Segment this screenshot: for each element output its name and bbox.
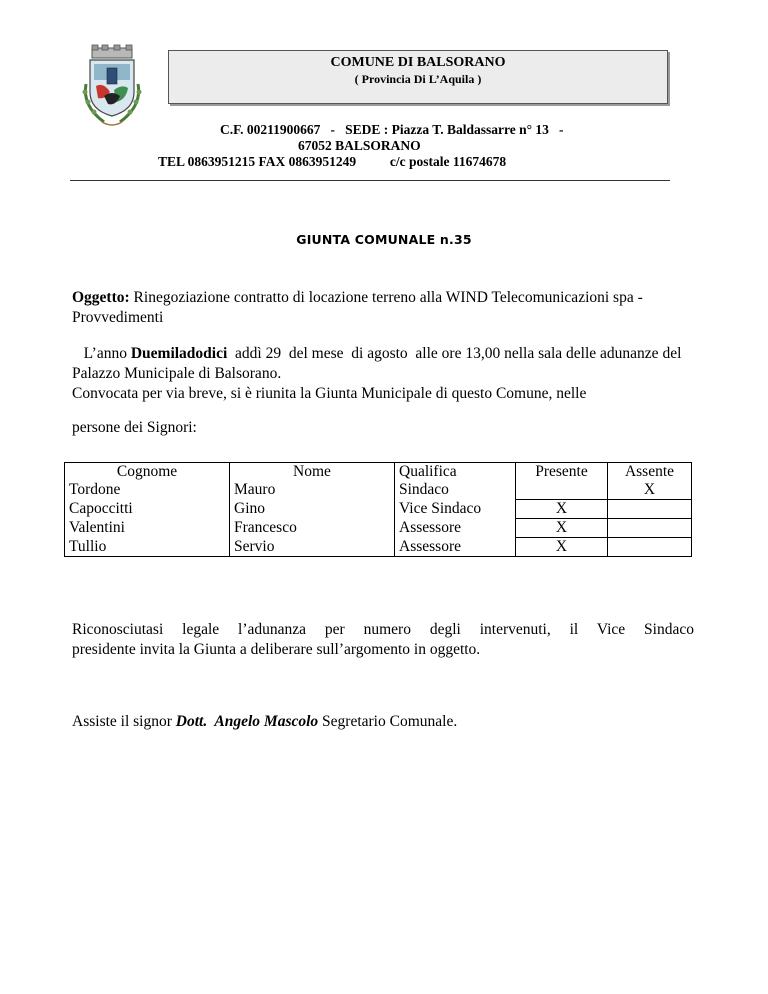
oggetto-text: Rinegoziazione contratto di locazione terreno alla WIND Telecomunicazioni spa - Provvedimenti (72, 289, 643, 326)
header-presente: Presente (516, 463, 608, 482)
intro-year: Duemiladodici (130, 345, 228, 362)
cell-assente (608, 500, 692, 519)
riconosciuta-line-1: Riconosciutasi legale l’adunanza per numero degli intervenuti, il Vice Sindaco (72, 621, 694, 638)
intro-paragraph (72, 344, 722, 404)
cell-presente: X (516, 500, 608, 519)
persone-label: persone dei Signori: (72, 419, 197, 436)
cell-presente: X (516, 538, 608, 557)
provincia-name: ( Provincia Di L’Aquila ) (354, 72, 482, 86)
cell-qualifica: Assessore (395, 519, 516, 538)
cell-cognome: Valentini (65, 519, 230, 538)
header-assente: Assente (608, 463, 692, 482)
oggetto (72, 288, 712, 328)
assiste-line (72, 712, 457, 732)
header-divider (70, 180, 670, 181)
intro-post: addì 29 del mese di agosto alle ore 13,00 nella sala delle adunanze del Palazzo Municipale di Balsorano. (72, 345, 686, 382)
riconosciuta-line-2: presidente invita la Giunta a deliberare sull’argomento in oggetto. (72, 641, 481, 658)
assiste-pre: Assiste il signor (72, 713, 176, 730)
cell-assente (608, 519, 692, 538)
table-row (65, 519, 692, 538)
cell-qualifica: Assessore (395, 538, 516, 557)
contact-line-3: TEL 0863951215 FAX 0863951249 c/c postale 11674678 (158, 154, 507, 169)
contact-line-2: 67052 BALSORANO (298, 138, 421, 153)
attendance-table (64, 462, 692, 557)
table-row (65, 481, 692, 500)
cell-qualifica: Sindaco (395, 481, 516, 500)
oggetto-label: Oggetto: (72, 289, 130, 306)
municipal-coat-of-arms-icon (76, 44, 148, 128)
header-box (168, 50, 668, 104)
cell-cognome: Tullio (65, 538, 230, 557)
intro-pre: L’anno (72, 345, 131, 362)
cell-presente: X (516, 519, 608, 538)
cell-qualifica: Vice Sindaco (395, 500, 516, 519)
table-header-row (65, 463, 692, 482)
document-title: GIUNTA COMUNALE n.35 (296, 232, 472, 247)
comune-name: COMUNE DI BALSORANO (330, 55, 506, 70)
cell-nome: Servio (230, 538, 395, 557)
cell-assente: X (608, 481, 692, 500)
riconosciuta-paragraph (72, 620, 694, 660)
intro-line3: Convocata per via breve, si è riunita la Giunta Municipale di questo Comune, nelle (72, 385, 587, 402)
cell-cognome: Tordone (65, 481, 230, 500)
cell-nome: Francesco (230, 519, 395, 538)
header-cognome: Cognome (65, 463, 230, 482)
secretary-name: Dott. Angelo Mascolo (175, 713, 319, 730)
table-row (65, 500, 692, 519)
cell-assente (608, 538, 692, 557)
cell-nome: Gino (230, 500, 395, 519)
cell-cognome: Capoccitti (65, 500, 230, 519)
header-qualifica: Qualifica (395, 463, 516, 482)
contact-line-1: C.F. 00211900667 - SEDE : Piazza T. Baldassarre n° 13 - (220, 122, 564, 137)
table-row (65, 538, 692, 557)
assiste-post: Segretario Comunale. (318, 713, 458, 730)
cell-presente (516, 481, 608, 500)
cell-nome: Mauro (230, 481, 395, 500)
header-nome: Nome (230, 463, 395, 482)
